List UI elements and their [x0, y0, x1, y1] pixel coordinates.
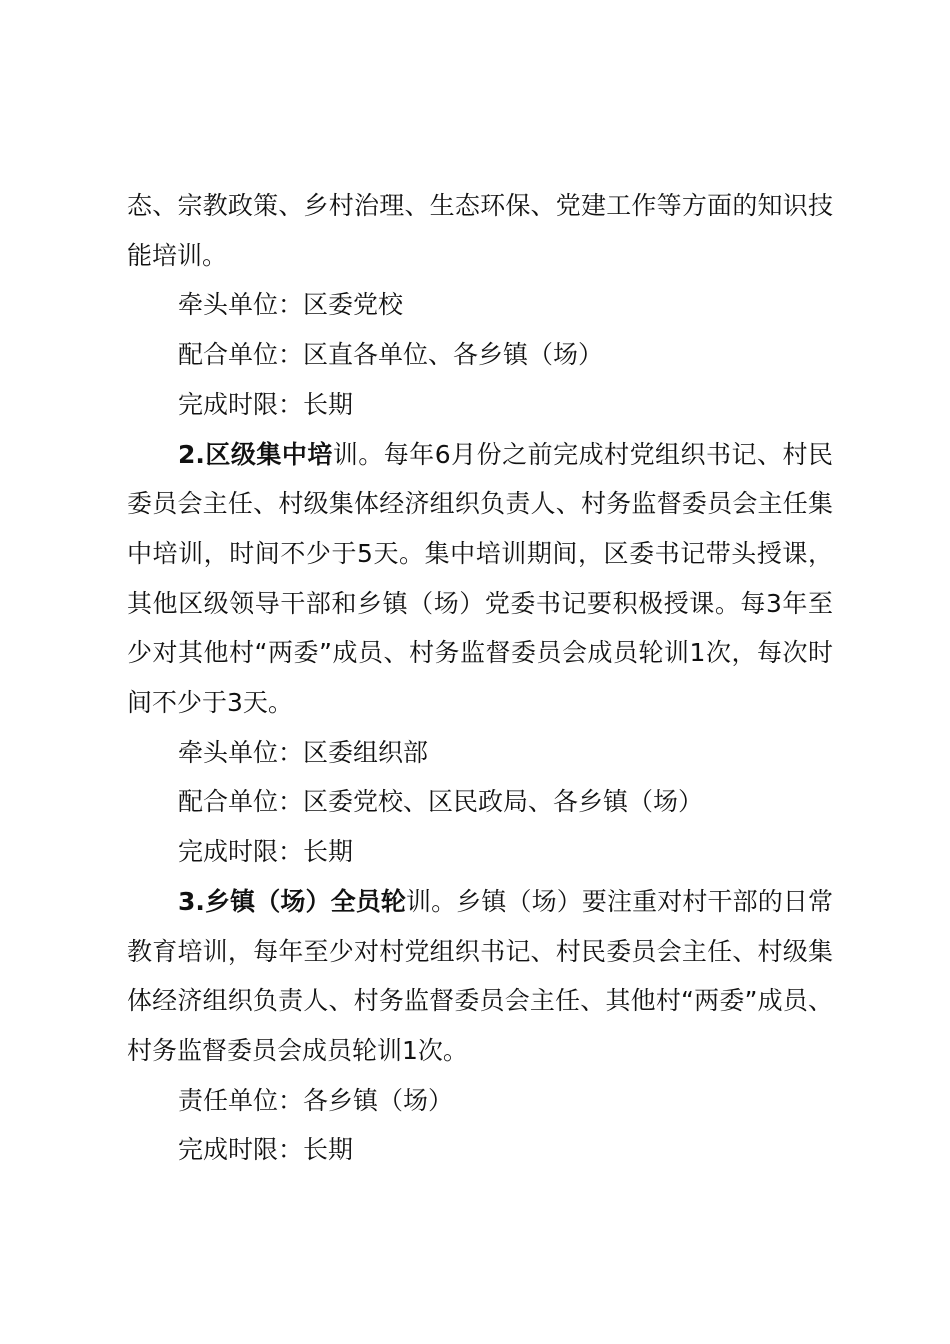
section2-heading-rest: 训。	[332, 439, 384, 469]
section3-heading-rest: 训。	[406, 886, 457, 916]
section3-body: 乡镇（场）要注重对村干部的日常教育培训，每年至少对村党组织书记、村民委员会主任、村级集体经济组织负责人、村务监督委员会主任、其他村“两委”成员、村务监督委员会成员轮训1次。	[127, 886, 833, 1065]
intro-paragraph	[127, 181, 833, 280]
section3-responsible-unit: 责任单位：各乡镇（场）	[178, 1085, 454, 1115]
section1-cooperate-unit: 配合单位：区直各单位、各乡镇（场）	[178, 340, 604, 370]
section3-heading: 3.乡镇（场）全员轮	[178, 886, 406, 916]
section2-deadline: 完成时限：长期	[178, 837, 354, 867]
intro-text: 态、宗教政策、乡村治理、生态环保、党建工作等方面的知识技能培训。	[127, 191, 833, 270]
section2-cooperate-unit: 配合单位：区委党校、区民政局、各乡镇（场）	[178, 787, 704, 817]
section1-deadline: 完成时限：长期	[178, 389, 354, 419]
section2-heading: 2.区级集中培	[178, 439, 333, 469]
section2-lead-unit: 牵头单位：区委组织部	[178, 737, 429, 767]
document-page	[127, 181, 833, 1175]
section2-body: 每年6月份之前完成村党组织书记、村民委员会主任、村级集体经济组织负责人、村务监督委员会主任集中培训，时间不少于5天。集中培训期间，区委书记带头授课，其他区级领导干部和乡镇（场）党委书记要积极授课。每3年至少对其他村“两委”成员、村务监督委员会成员轮训1次，每次时间不少于3天。	[127, 439, 833, 718]
section2-paragraph	[127, 430, 833, 728]
section3-deadline: 完成时限：长期	[178, 1135, 354, 1165]
section3-paragraph	[127, 877, 833, 1076]
section1-lead-unit: 牵头单位：区委党校	[178, 290, 404, 320]
